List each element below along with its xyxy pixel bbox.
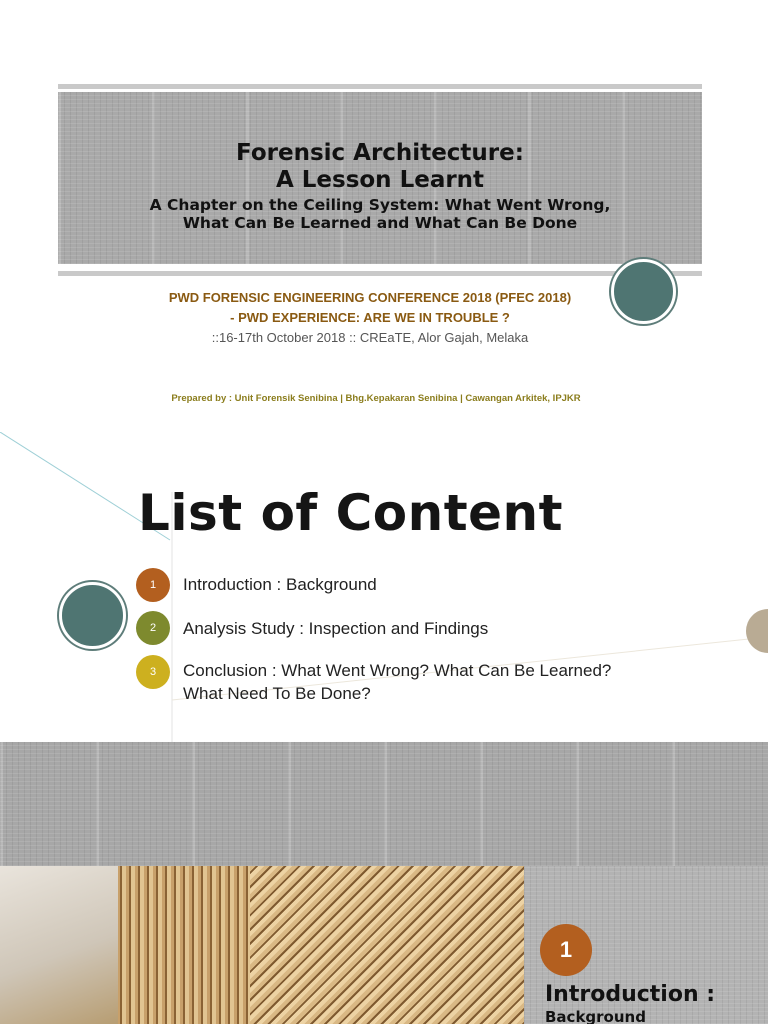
item-number-1: 1 (136, 568, 170, 602)
section-number: 1 (540, 924, 592, 976)
introduction-slide (0, 742, 768, 1024)
item-number-2: 2 (136, 611, 170, 645)
decorative-lines (0, 432, 768, 742)
banner-bottom-rule (58, 271, 702, 276)
slide-header-texture (0, 742, 768, 866)
title-slide (0, 0, 768, 432)
subtitle-line2: What Can Be Learned and What Can Be Done (182, 214, 578, 232)
wood-ceiling-photo-wall (0, 866, 118, 1024)
decorative-circle (59, 582, 126, 649)
main-title-line2: A Lesson Learnt (275, 167, 485, 193)
contents-item-2: Analysis Study : Inspection and Findings (183, 619, 489, 638)
contents-item-3-line1: Conclusion : What Went Wrong? What Can Be Learned? (183, 661, 612, 680)
section-subtitle: Background (545, 1008, 646, 1024)
banner-top-rule (58, 84, 702, 89)
wood-ceiling-photo-diagonal (250, 866, 524, 1024)
prepared-by: Prepared by : Unit Forensik Senibina | Bhg.Kepakaran Senibina | Cawangan Arkitek, IPJKR (171, 393, 581, 404)
item-number-3: 3 (136, 655, 170, 689)
contents-slide (0, 432, 768, 742)
conference-name: PWD FORENSIC ENGINEERING CONFERENCE 2018 (PFEC 2018) (168, 290, 572, 305)
contents-title: List of Content (138, 484, 564, 542)
subtitle-line1: A Chapter on the Ceiling System: What Went Wrong, (149, 196, 611, 214)
conference-dates: ::16-17th October 2018 :: CREaTE, Alor Gajah, Melaka (211, 330, 529, 345)
main-title-line1: Forensic Architecture: (236, 140, 524, 166)
section-title: Introduction : (545, 982, 716, 1007)
conference-theme: - PWD EXPERIENCE: ARE WE IN TROUBLE ? (230, 310, 510, 325)
contents-item-3-line2: What Need To Be Done? (183, 684, 371, 703)
contents-item-1: Introduction : Background (183, 575, 377, 594)
